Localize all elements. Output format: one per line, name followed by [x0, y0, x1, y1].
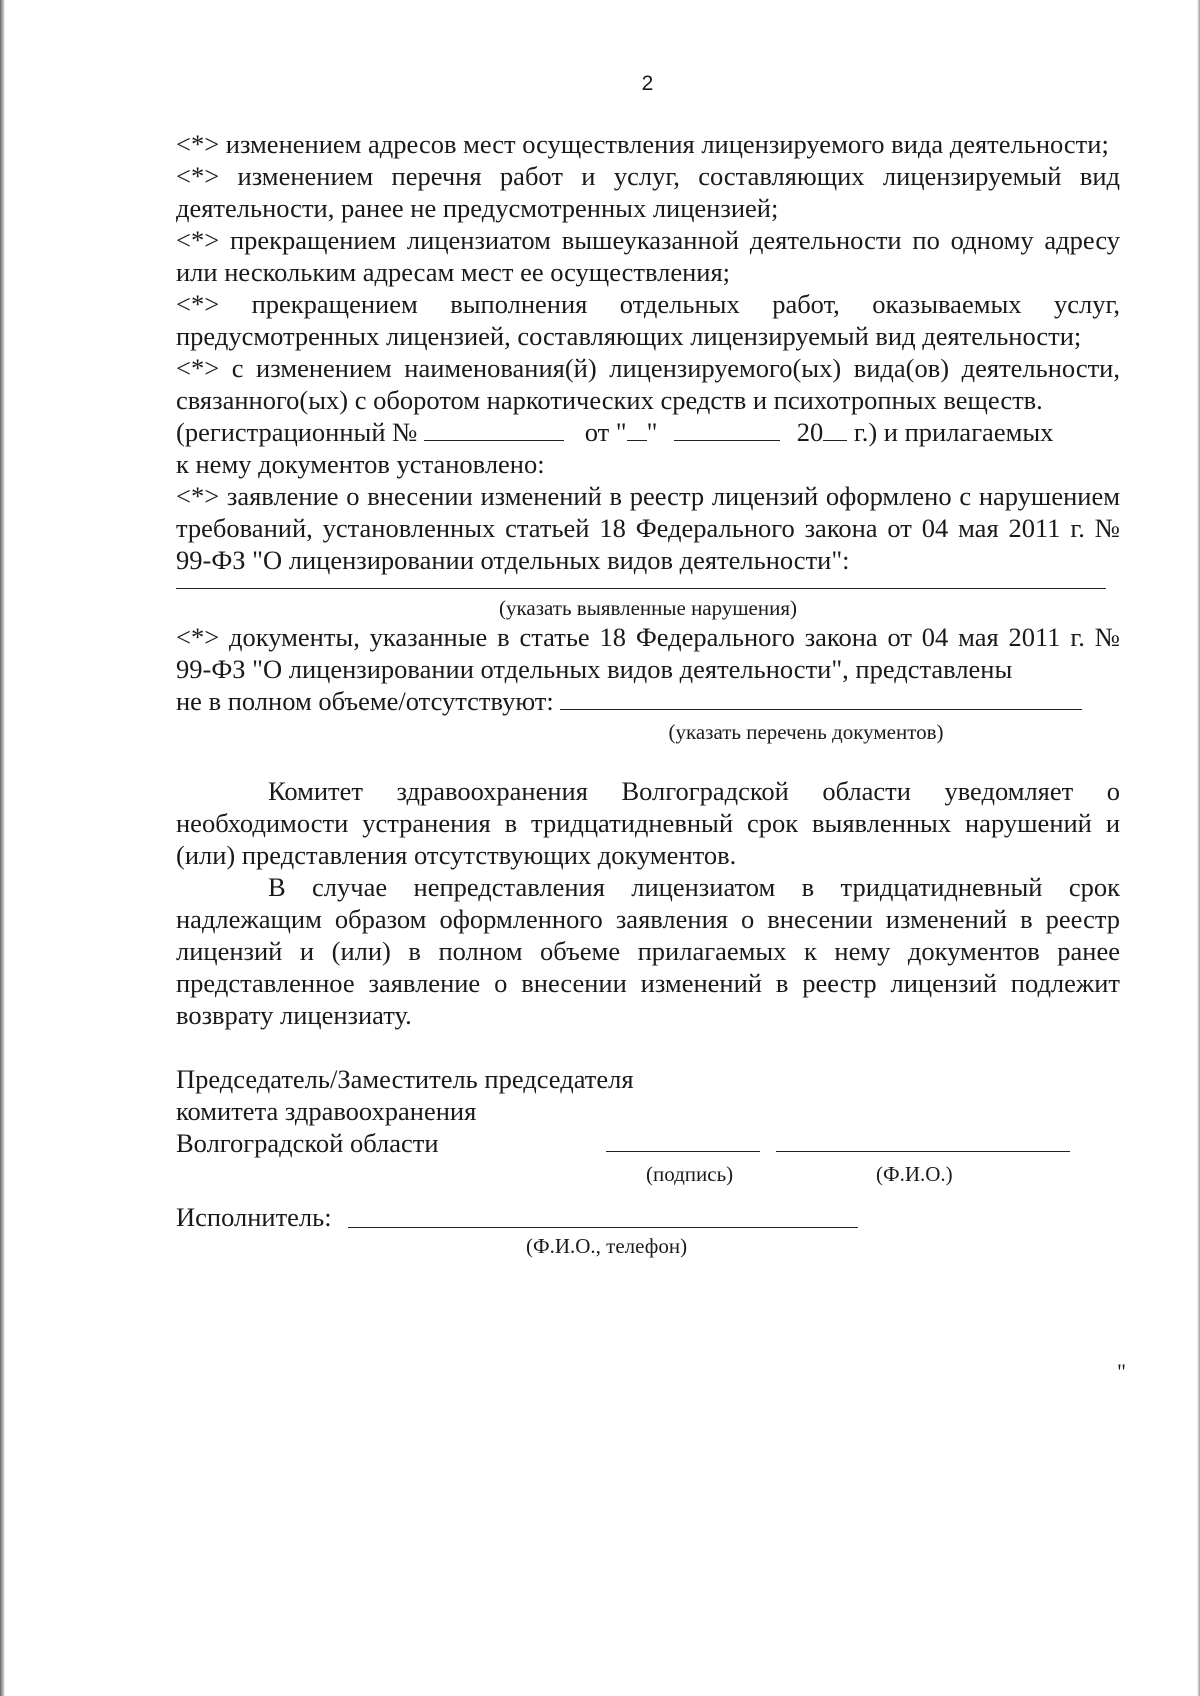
- signature-title-line-2: комитета здравоохранения: [176, 1096, 477, 1126]
- signature-block: [176, 1063, 1120, 1186]
- registration-month-field: [674, 418, 780, 441]
- signature-field: [606, 1151, 760, 1152]
- violation-item: <*> заявление о внесении изменений в реестр лицензий оформлено с нарушением требований, установленных статьей 18 Федерального закона от 04 мая 2011 г. № 99-ФЗ "О лицензировании отдельных видов деятельности":: [176, 481, 1120, 575]
- registration-quote-close: ": [646, 417, 658, 447]
- registration-line-2: к нему документов установлено:: [176, 449, 545, 479]
- signature-caption: (подпись): [646, 1162, 734, 1186]
- return-paragraph: В случае непредставления лицензиатом в тридцатидневный срок надлежащим образом оформленного заявления о внесении изменений в реестр лицензий и (или) в полном объеме прилагаемых к нему документов ранее представленное заявление о внесении изменений в реестр лицензий подлежит возврату лицензиату.: [176, 872, 1120, 1030]
- executor-label: Исполнитель:: [176, 1202, 332, 1232]
- list-item: <*> прекращением лицензиатом вышеуказанной деятельности по одному адресу или нескольким адресам мест ее осуществления;: [176, 225, 1120, 287]
- registration-prefix: (регистрационный №: [176, 417, 418, 447]
- registration-year-prefix: 20: [796, 417, 824, 447]
- registration-number-field: [424, 418, 564, 441]
- violation-underline: [176, 576, 1106, 589]
- scan-edge-left: [0, 0, 5, 1696]
- name-caption: (Ф.И.О.): [876, 1162, 953, 1186]
- notice-paragraph: Комитет здравоохранения Волгоградской области уведомляет о необходимости устранения в тридцатидневный срок выявленных нарушений и (или) представления отсутствующих документов.: [176, 776, 1120, 870]
- list-item: <*> с изменением наименования(й) лицензируемого(ых) вида(ов) деятельности, связанного(ых) с оборотом наркотических средств и психотропных веществ.: [176, 353, 1120, 415]
- executor-caption: (Ф.И.О., телефон): [526, 1234, 688, 1258]
- registration-suffix: г.) и прилагаемых: [853, 417, 1054, 447]
- registration-day-field: [627, 418, 647, 441]
- documents-line-label: не в полном объеме/отсутствуют:: [176, 686, 554, 716]
- signature-title-line-3: Волгоградской области: [176, 1128, 439, 1158]
- executor-line: [176, 1201, 1120, 1233]
- executor-field: [348, 1227, 858, 1228]
- documents-caption: (указать перечень документов): [668, 720, 944, 744]
- registration-year-field: [823, 418, 847, 441]
- signature-title-line-1: Председатель/Заместитель председателя: [176, 1064, 634, 1094]
- documents-item: <*> документы, указанные в статье 18 Федерального закона от 04 мая 2011 г. № 99-ФЗ "О лицензировании отдельных видов деятельности", представлены: [176, 622, 1120, 684]
- list-item: <*> изменением перечня работ и услуг, составляющих лицензируемый вид деятельности, ранее не предусмотренных лицензией;: [176, 161, 1120, 223]
- document-body: [176, 128, 1120, 1259]
- documents-line: [176, 685, 1120, 717]
- closing-quote: ": [1117, 1359, 1126, 1384]
- page-number: 2: [641, 72, 654, 95]
- registration-from: от ": [584, 417, 627, 447]
- list-item: <*> прекращением выполнения отдельных работ, оказываемых услуг, предусмотренных лицензией, составляющих лицензируемый вид деятельности;: [176, 289, 1120, 351]
- documents-list-field: [560, 687, 1082, 710]
- violation-caption: (указать выявленные нарушения): [499, 596, 797, 620]
- registration-line: [176, 416, 1120, 448]
- name-field: [776, 1151, 1070, 1152]
- list-item: <*> изменением адресов мест осуществления лицензируемого вида деятельности;: [176, 129, 1109, 159]
